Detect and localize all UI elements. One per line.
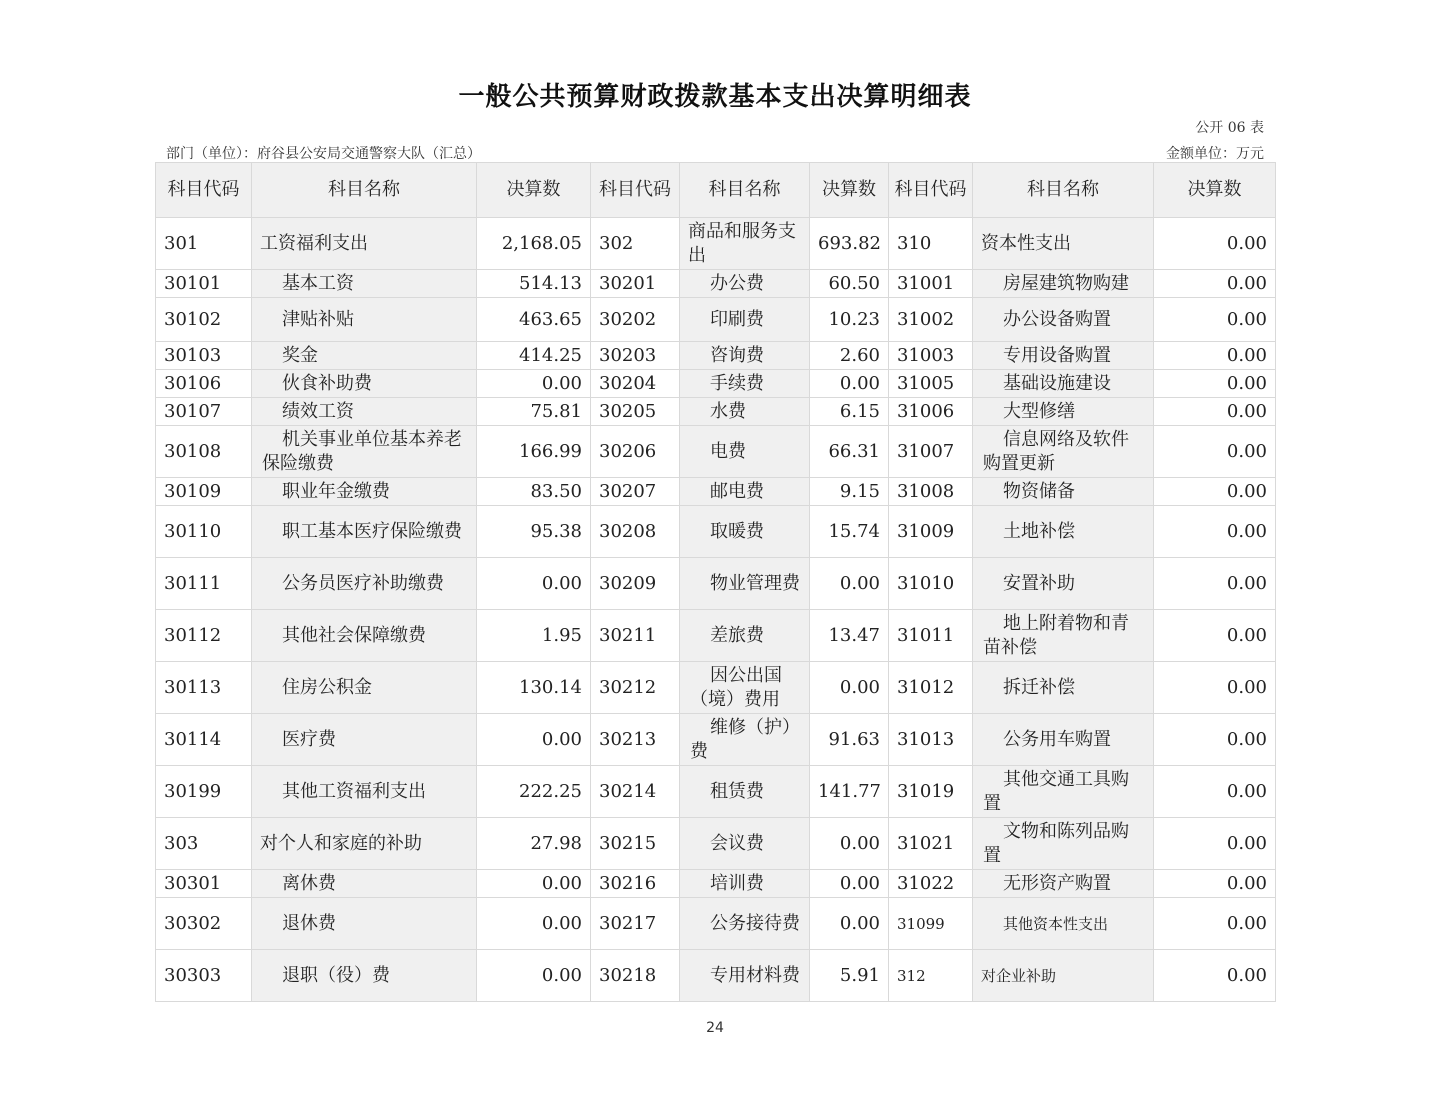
table-row (156, 662, 1276, 714)
subject-name-cell: 水费 (680, 398, 810, 426)
subject-code-cell: 31011 (889, 610, 973, 662)
subject-name-cell: 其他交通工具购置 (973, 766, 1154, 818)
amount-cell: 95.38 (477, 506, 591, 558)
subject-code-cell: 30106 (156, 370, 252, 398)
subject-name-cell: 公务员医疗补助缴费 (252, 558, 477, 610)
subject-code-cell: 31008 (889, 478, 973, 506)
subject-code-cell: 31006 (889, 398, 973, 426)
amount-cell: 0.00 (477, 558, 591, 610)
subject-code-cell: 312 (889, 950, 973, 1002)
subject-code-cell: 31099 (889, 898, 973, 950)
amount-cell: 6.15 (810, 398, 889, 426)
subject-code-cell: 31022 (889, 870, 973, 898)
subject-name-cell: 退职（役）费 (252, 950, 477, 1002)
subject-code-cell: 30302 (156, 898, 252, 950)
amount-cell: 514.13 (477, 270, 591, 298)
subject-name-cell: 基础设施建设 (973, 370, 1154, 398)
subject-name-cell: 专用材料费 (680, 950, 810, 1002)
subject-code-cell: 30111 (156, 558, 252, 610)
subject-code-cell: 30218 (591, 950, 680, 1002)
subject-name-cell: 维修（护）费 (680, 714, 810, 766)
subject-code-cell: 30217 (591, 898, 680, 950)
subject-name-cell: 津贴补贴 (252, 298, 477, 342)
amount-cell: 0.00 (1154, 898, 1276, 950)
subject-name-cell: 物资储备 (973, 478, 1154, 506)
amount-cell: 27.98 (477, 818, 591, 870)
amount-unit-label: 金额单位：万元 (1166, 146, 1264, 162)
table-number: 公开 06 表 (1195, 120, 1264, 136)
header-name: 科目名称 (252, 163, 477, 218)
subject-code-cell: 31013 (889, 714, 973, 766)
subject-name-cell: 租赁费 (680, 766, 810, 818)
table-row (156, 298, 1276, 342)
subject-name-cell: 公务接待费 (680, 898, 810, 950)
subject-code-cell: 30109 (156, 478, 252, 506)
subject-name-cell: 地上附着物和青苗补偿 (973, 610, 1154, 662)
subject-code-cell: 30108 (156, 426, 252, 478)
subject-code-cell: 30110 (156, 506, 252, 558)
subject-name-cell: 土地补偿 (973, 506, 1154, 558)
table-row (156, 950, 1276, 1002)
subject-code-cell: 30216 (591, 870, 680, 898)
amount-cell: 0.00 (1154, 610, 1276, 662)
amount-cell: 0.00 (477, 898, 591, 950)
subject-code-cell: 31021 (889, 818, 973, 870)
table-row (156, 370, 1276, 398)
subject-name-cell: 取暖费 (680, 506, 810, 558)
subject-name-cell: 专用设备购置 (973, 342, 1154, 370)
subject-name-cell: 培训费 (680, 870, 810, 898)
subject-code-cell: 30213 (591, 714, 680, 766)
subject-name-cell: 资本性支出 (973, 218, 1154, 270)
subject-code-cell: 30202 (591, 298, 680, 342)
subject-code-cell: 30204 (591, 370, 680, 398)
subject-name-cell: 邮电费 (680, 478, 810, 506)
subject-name-cell: 办公设备购置 (973, 298, 1154, 342)
subject-code-cell: 31019 (889, 766, 973, 818)
subject-name-cell: 因公出国（境）费用 (680, 662, 810, 714)
subject-code-cell: 30199 (156, 766, 252, 818)
subject-code-cell: 30301 (156, 870, 252, 898)
amount-cell: 75.81 (477, 398, 591, 426)
subject-name-cell: 文物和陈列品购置 (973, 818, 1154, 870)
table-row (156, 506, 1276, 558)
subject-code-cell: 30215 (591, 818, 680, 870)
subject-code-cell: 31007 (889, 426, 973, 478)
table-row (156, 870, 1276, 898)
subject-name-cell: 伙食补助费 (252, 370, 477, 398)
subject-name-cell: 基本工资 (252, 270, 477, 298)
amount-cell: 10.23 (810, 298, 889, 342)
subject-code-cell: 30303 (156, 950, 252, 1002)
subject-name-cell: 机关事业单位基本养老保险缴费 (252, 426, 477, 478)
subject-code-cell: 30101 (156, 270, 252, 298)
subject-name-cell: 咨询费 (680, 342, 810, 370)
amount-cell: 0.00 (810, 818, 889, 870)
table-row (156, 478, 1276, 506)
header-name: 科目名称 (973, 163, 1154, 218)
table-row (156, 610, 1276, 662)
table-row (156, 342, 1276, 370)
subject-name-cell: 手续费 (680, 370, 810, 398)
subject-name-cell: 公务用车购置 (973, 714, 1154, 766)
amount-cell: 0.00 (1154, 426, 1276, 478)
amount-cell: 0.00 (1154, 478, 1276, 506)
subject-name-cell: 安置补助 (973, 558, 1154, 610)
subject-name-cell: 离休费 (252, 870, 477, 898)
table-header-row (156, 163, 1276, 218)
table-row (156, 218, 1276, 270)
subject-code-cell: 31005 (889, 370, 973, 398)
header-amount: 决算数 (1154, 163, 1276, 218)
subject-code-cell: 30211 (591, 610, 680, 662)
amount-cell: 66.31 (810, 426, 889, 478)
subject-name-cell: 工资福利支出 (252, 218, 477, 270)
amount-cell: 0.00 (477, 870, 591, 898)
subject-code-cell: 30214 (591, 766, 680, 818)
page-number: 24 (706, 1020, 724, 1036)
amount-cell: 0.00 (810, 662, 889, 714)
subject-name-cell: 对个人和家庭的补助 (252, 818, 477, 870)
amount-cell: 0.00 (1154, 342, 1276, 370)
subject-name-cell: 奖金 (252, 342, 477, 370)
subject-name-cell: 房屋建筑物购建 (973, 270, 1154, 298)
amount-cell: 0.00 (477, 950, 591, 1002)
subject-name-cell: 信息网络及软件购置更新 (973, 426, 1154, 478)
table-row (156, 766, 1276, 818)
expenditure-table (155, 162, 1276, 1002)
amount-cell: 2,168.05 (477, 218, 591, 270)
subject-code-cell: 30102 (156, 298, 252, 342)
header-code: 科目代码 (156, 163, 252, 218)
amount-cell: 0.00 (1154, 714, 1276, 766)
subject-code-cell: 30208 (591, 506, 680, 558)
subject-code-cell: 31002 (889, 298, 973, 342)
subject-name-cell: 办公费 (680, 270, 810, 298)
table-row (156, 818, 1276, 870)
amount-cell: 60.50 (810, 270, 889, 298)
amount-cell: 0.00 (1154, 298, 1276, 342)
amount-cell: 0.00 (477, 714, 591, 766)
amount-cell: 0.00 (1154, 818, 1276, 870)
page-title: 一般公共预算财政拨款基本支出决算明细表 (458, 82, 972, 112)
subject-code-cell: 30112 (156, 610, 252, 662)
amount-cell: 141.77 (810, 766, 889, 818)
table-row (156, 270, 1276, 298)
amount-cell: 5.91 (810, 950, 889, 1002)
amount-cell: 414.25 (477, 342, 591, 370)
subject-code-cell: 30114 (156, 714, 252, 766)
subject-name-cell: 职工基本医疗保险缴费 (252, 506, 477, 558)
amount-cell: 166.99 (477, 426, 591, 478)
subject-code-cell: 30212 (591, 662, 680, 714)
subject-code-cell: 302 (591, 218, 680, 270)
subject-name-cell: 其他工资福利支出 (252, 766, 477, 818)
table-row (156, 898, 1276, 950)
subject-code-cell: 303 (156, 818, 252, 870)
subject-code-cell: 30206 (591, 426, 680, 478)
subject-code-cell: 31012 (889, 662, 973, 714)
subject-code-cell: 30205 (591, 398, 680, 426)
table-row (156, 714, 1276, 766)
table-row (156, 398, 1276, 426)
amount-cell: 0.00 (1154, 950, 1276, 1002)
subject-name-cell: 其他资本性支出 (973, 898, 1154, 950)
header-amount: 决算数 (810, 163, 889, 218)
amount-cell: 91.63 (810, 714, 889, 766)
amount-cell: 463.65 (477, 298, 591, 342)
subject-name-cell: 差旅费 (680, 610, 810, 662)
subject-name-cell: 物业管理费 (680, 558, 810, 610)
subject-code-cell: 30103 (156, 342, 252, 370)
amount-cell: 0.00 (810, 370, 889, 398)
subject-name-cell: 职业年金缴费 (252, 478, 477, 506)
subject-name-cell: 无形资产购置 (973, 870, 1154, 898)
subject-name-cell: 电费 (680, 426, 810, 478)
subject-code-cell: 30209 (591, 558, 680, 610)
subject-name-cell: 对企业补助 (973, 950, 1154, 1002)
amount-cell: 2.60 (810, 342, 889, 370)
table-body (156, 218, 1276, 1002)
amount-cell: 0.00 (1154, 218, 1276, 270)
header-code: 科目代码 (889, 163, 973, 218)
subject-name-cell: 商品和服务支出 (680, 218, 810, 270)
amount-cell: 0.00 (1154, 506, 1276, 558)
header-amount: 决算数 (477, 163, 591, 218)
amount-cell: 0.00 (1154, 558, 1276, 610)
amount-cell: 9.15 (810, 478, 889, 506)
subject-code-cell: 301 (156, 218, 252, 270)
amount-cell: 0.00 (1154, 370, 1276, 398)
amount-cell: 0.00 (1154, 398, 1276, 426)
subject-code-cell: 31009 (889, 506, 973, 558)
subject-name-cell: 大型修缮 (973, 398, 1154, 426)
subject-name-cell: 其他社会保障缴费 (252, 610, 477, 662)
subject-code-cell: 30203 (591, 342, 680, 370)
subject-name-cell: 住房公积金 (252, 662, 477, 714)
amount-cell: 130.14 (477, 662, 591, 714)
subject-code-cell: 30107 (156, 398, 252, 426)
amount-cell: 0.00 (810, 898, 889, 950)
subject-code-cell: 31010 (889, 558, 973, 610)
amount-cell: 83.50 (477, 478, 591, 506)
subject-code-cell: 30201 (591, 270, 680, 298)
subject-name-cell: 拆迁补偿 (973, 662, 1154, 714)
amount-cell: 15.74 (810, 506, 889, 558)
amount-cell: 13.47 (810, 610, 889, 662)
department-label: 部门（单位）：府谷县公安局交通警察大队（汇总） (166, 146, 481, 162)
subject-name-cell: 医疗费 (252, 714, 477, 766)
amount-cell: 222.25 (477, 766, 591, 818)
amount-cell: 0.00 (810, 558, 889, 610)
amount-cell: 0.00 (810, 870, 889, 898)
subject-code-cell: 310 (889, 218, 973, 270)
table-row (156, 426, 1276, 478)
header-code: 科目代码 (591, 163, 680, 218)
subject-name-cell: 绩效工资 (252, 398, 477, 426)
subject-code-cell: 31001 (889, 270, 973, 298)
amount-cell: 0.00 (1154, 766, 1276, 818)
amount-cell: 0.00 (1154, 270, 1276, 298)
subject-name-cell: 印刷费 (680, 298, 810, 342)
amount-cell: 0.00 (477, 370, 591, 398)
subject-code-cell: 30207 (591, 478, 680, 506)
subject-name-cell: 会议费 (680, 818, 810, 870)
amount-cell: 0.00 (1154, 662, 1276, 714)
subject-name-cell: 退休费 (252, 898, 477, 950)
header-name: 科目名称 (680, 163, 810, 218)
subject-code-cell: 30113 (156, 662, 252, 714)
subject-code-cell: 31003 (889, 342, 973, 370)
amount-cell: 1.95 (477, 610, 591, 662)
table-row (156, 558, 1276, 610)
amount-cell: 693.82 (810, 218, 889, 270)
amount-cell: 0.00 (1154, 870, 1276, 898)
